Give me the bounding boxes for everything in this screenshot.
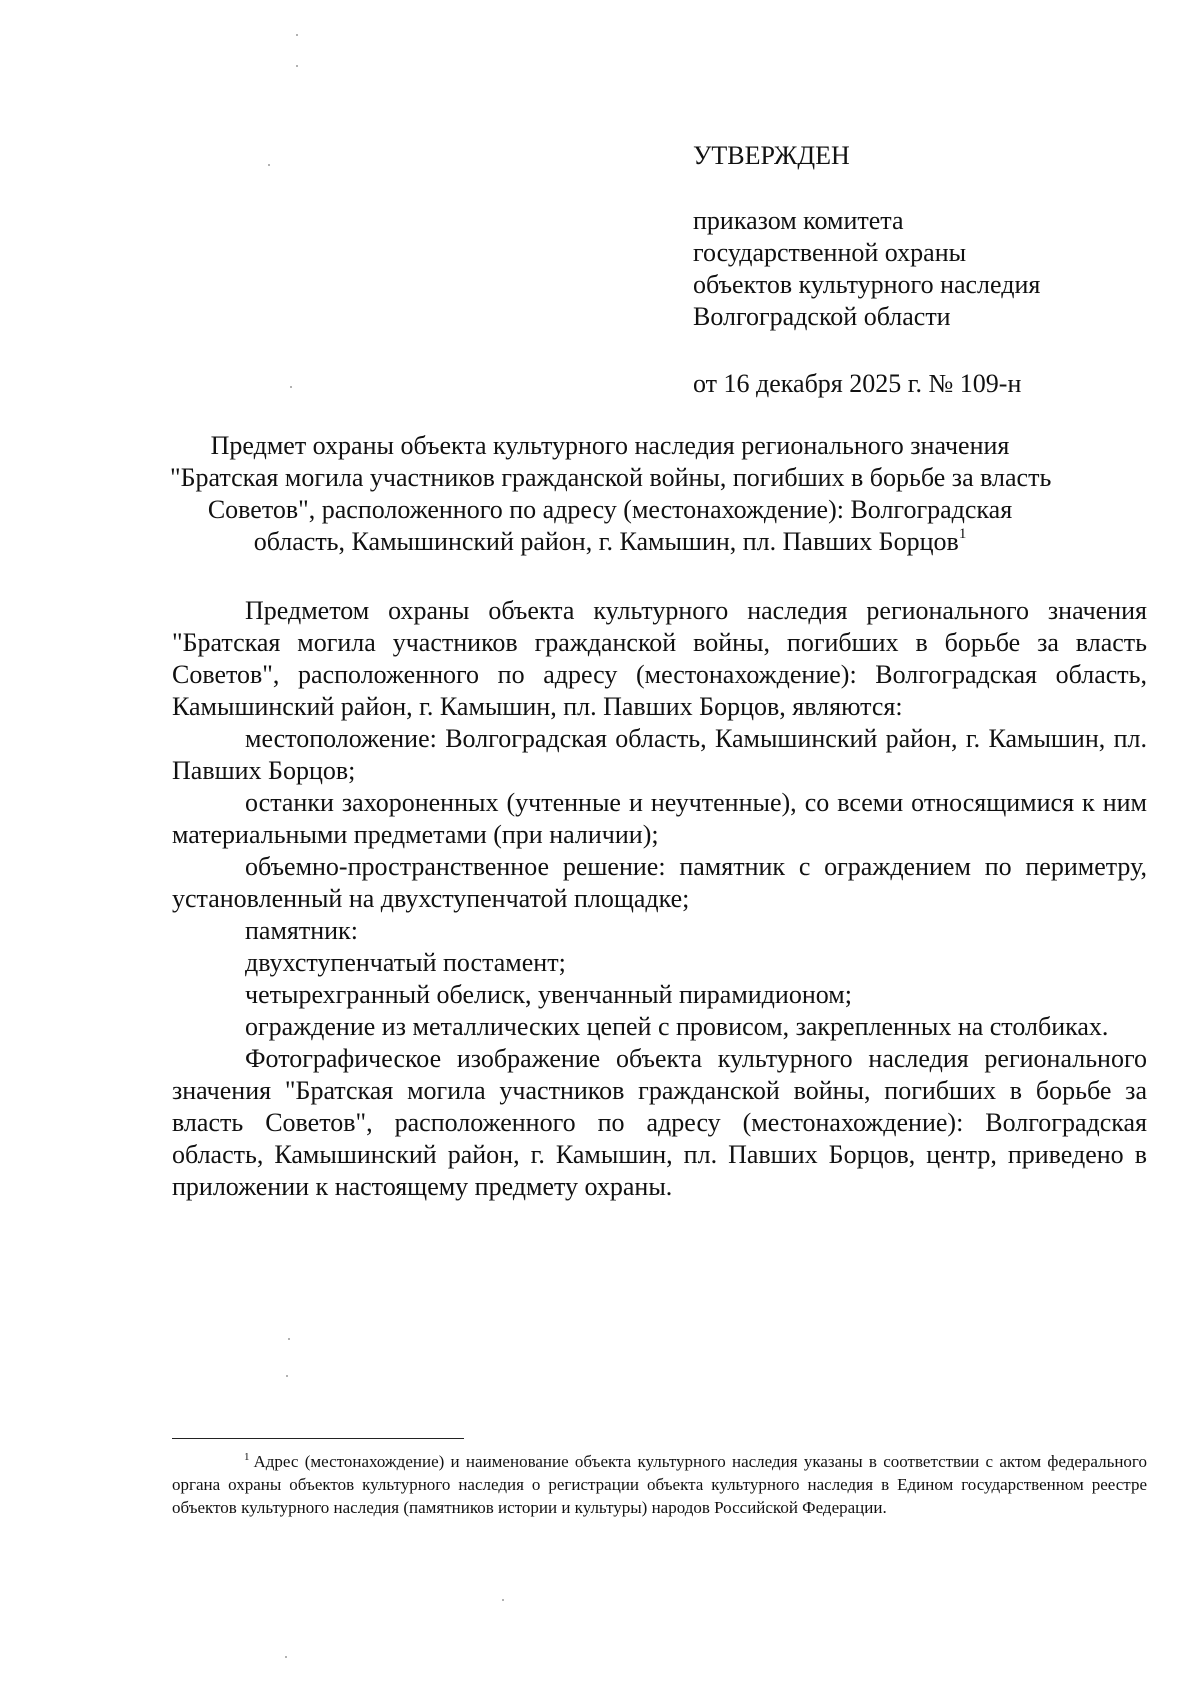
body-paragraph: Предметом охраны объекта культурного наследия регионального значения "Братская могила участников гражданской войны, погибших в борьбе за власть Советов", расположенного по адресу (местонахождение): Волгоградская область, Камышинский район, г. Камышин, пл. Павших Борцов, являются: bbox=[172, 596, 1147, 721]
body-paragraph: ограждение из металлических цепей с провисом, закрепленных на столбиках. bbox=[245, 1012, 1109, 1041]
body-paragraph: объемно-пространственное решение: памятник с ограждением по периметру, установленный на двухступенчатой площадке; bbox=[172, 852, 1147, 913]
approval-order-date: от 16 декабря 2025 г. № 109-н bbox=[693, 369, 1022, 398]
scan-speck bbox=[268, 164, 270, 166]
footnote-reference: 1 bbox=[958, 526, 967, 542]
body-paragraph: четырехгранный обелиск, увенчанный пирамидионом; bbox=[245, 980, 852, 1009]
footnote-text: Адрес (местонахождение) и наименование объекта культурного наследия указаны в соответствии с актом федерального органа охраны объектов культурного наследия о регистрации объекта культурного наследия в Едином государственном реестре объектов культурного наследия (памятников истории и культуры) народов Российской Федерации. bbox=[172, 1452, 1147, 1517]
scan-speck bbox=[502, 1599, 504, 1601]
body-paragraph: двухступенчатый постамент; bbox=[245, 948, 566, 977]
approval-authority bbox=[693, 205, 1040, 333]
scan-speck bbox=[286, 1375, 288, 1377]
scan-speck bbox=[296, 34, 298, 36]
heading-line: Советов", расположенного по адресу (местонахождение): Волгоградская bbox=[207, 495, 1013, 524]
footnote-number: 1 bbox=[244, 1451, 250, 1463]
heading-line-last bbox=[170, 526, 1050, 558]
footnote bbox=[172, 1450, 1147, 1519]
approval-line: приказом комитета bbox=[693, 206, 904, 235]
body-paragraph: местоположение: Волгоградская область, Камышинский район, г. Камышин, пл. Павших Борцов; bbox=[172, 724, 1147, 785]
body-paragraph: Фотографическое изображение объекта культурного наследия регионального значения "Братская могила участников гражданской войны, погибших в борьбе за власть Советов", расположенного по адресу (местонахождение): Волгоградская область, Камышинский район, г. Камышин, пл. Павших Борцов, центр, приведено в приложении к настоящему предмету охраны. bbox=[172, 1044, 1147, 1201]
heading-line: "Братская могила участников гражданской войны, погибших в борьбе за власть bbox=[170, 463, 1052, 492]
scan-speck bbox=[285, 1656, 287, 1658]
approval-line: государственной охраны bbox=[693, 238, 967, 267]
approval-line: Волгоградской области bbox=[693, 302, 951, 331]
document-body bbox=[172, 595, 1147, 1203]
scan-speck bbox=[296, 65, 298, 67]
document-heading bbox=[170, 430, 1050, 558]
approval-stamp-title: УТВЕРЖДЕН bbox=[693, 141, 850, 170]
scan-speck bbox=[288, 1338, 290, 1340]
body-paragraph: памятник: bbox=[245, 916, 358, 945]
heading-line: Предмет охраны объекта культурного наследия регионального значения bbox=[210, 431, 1010, 460]
scan-speck bbox=[290, 386, 292, 388]
body-paragraph: останки захороненных (учтенные и неучтенные), со всеми относящимися к ним материальными предметами (при наличии); bbox=[172, 788, 1147, 849]
approval-line: объектов культурного наследия bbox=[693, 270, 1041, 299]
footnote-separator bbox=[172, 1438, 464, 1439]
heading-line: область, Камышинский район, г. Камышин, пл. Павших Борцов bbox=[253, 527, 959, 556]
